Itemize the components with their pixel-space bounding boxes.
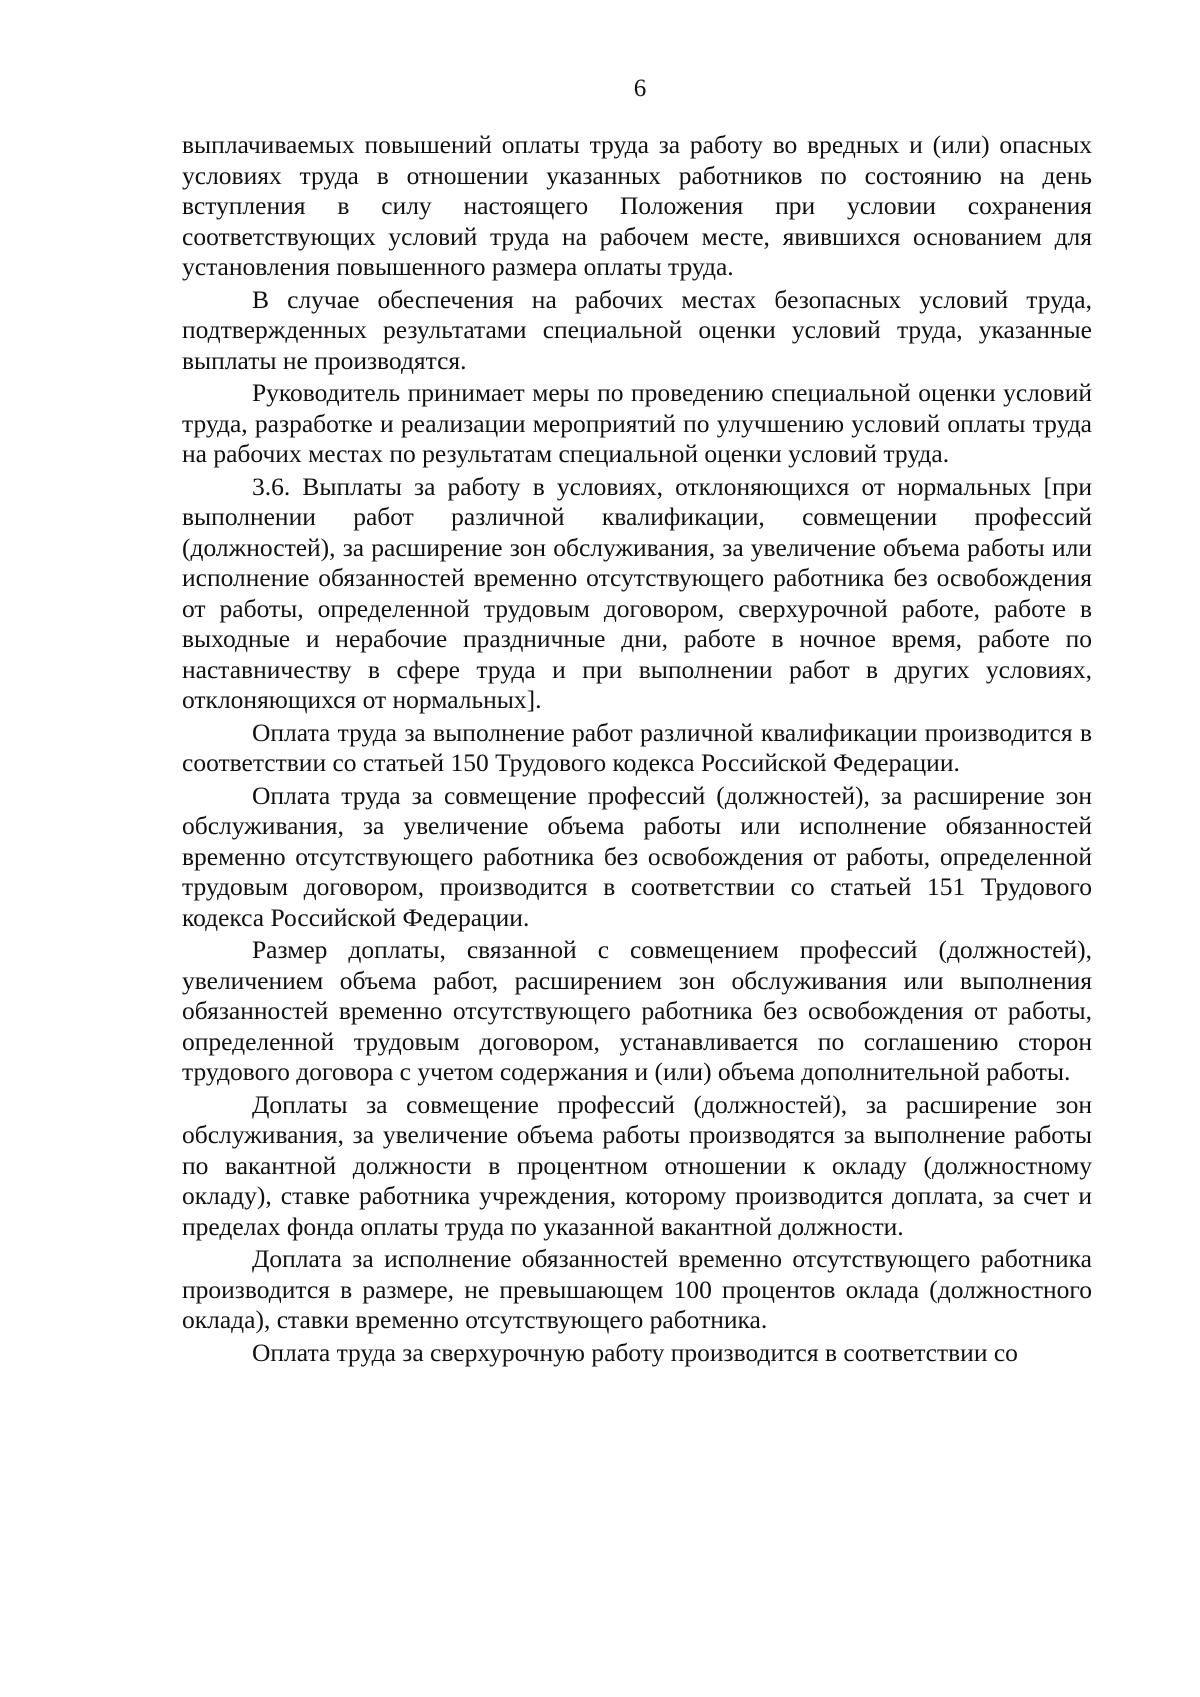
paragraph-section-3-6: 3.6. Выплаты за работу в условиях, отклоняющихся от нормальных [при выполнении работ различной квалификации, совмещении профессий (должностей), за расширение зон обслуживания, за увеличение объема работы или исполнение обязанностей временно отсутствующего работника без освобождения от работы, определенной трудовым договором, сверхурочной работе, работе в выходные и нерабочие праздничные дни, работе в ночное время, работе по наставничеству в сфере труда и при выполнении работ в других условиях, отклоняющихся от нормальных]. bbox=[182, 471, 1092, 714]
paragraph-vacant-position: Доплаты за совмещение профессий (должностей), за расширение зон обслуживания, за увеличение объема работы производятся за выполнение работы по вакантной должности в процентном отношении к окладу (должностному окладу), ставке работника учреждения, которому производится доплата, за счет и пределах фонда оплаты труда по указанной вакантной должности. bbox=[182, 1089, 1092, 1241]
paragraph-head-measures: Руководитель принимает меры по проведению специальной оценки условий труда, разработке и реализации мероприятий по улучшению условий оплаты труда на рабочих местах по результатам специальной оценки условий труда. bbox=[182, 378, 1092, 468]
page-number: 6 bbox=[633, 75, 647, 102]
paragraph-safe-conditions: В случае обеспечения на рабочих местах безопасных условий труда, подтвержденных результатами специальной оценки условий труда, указанные выплаты не производятся. bbox=[182, 284, 1092, 375]
paragraph-absent-employee: Доплата за исполнение обязанностей временно отсутствующего работника производится в размере, не превышающем 100 процентов оклада (должностного оклада), ставки временно отсутствующего работника. bbox=[182, 1244, 1092, 1334]
paragraph-supplement-size: Размер доплаты, связанной с совмещением профессий (должностей), увеличением объема работ, расширением зон обслуживания или выполнения обязанностей временно отсутствующего работника без освобождения от работы, определенной трудовым договором, устанавливается по соглашению сторон трудового договора с учетом содержания и (или) объема дополнительной работы. bbox=[182, 935, 1092, 1086]
paragraph-continuation: выплачиваемых повышений оплаты труда за работу во вредных и (или) опасных условиях труда в отношении указанных работников по состоянию на день вступления в силу настоящего Положения при условии сохранения соответствующих условий труда на рабочем месте, явившихся основанием для установления повышенного размера оплаты труда. bbox=[182, 130, 1092, 281]
paragraph-overtime: Оплата труда за сверхурочную работу производится в соответствии со bbox=[252, 1337, 1018, 1367]
paragraph-article-150: Оплата труда за выполнение работ различной квалификации производится в соответствии со статьей 150 Трудового кодекса Российской Федерации. bbox=[182, 717, 1092, 777]
paragraph-article-151: Оплата труда за совмещение профессий (должностей), за расширение зон обслуживания, за увеличение объема работы или исполнение обязанностей временно отсутствующего работника без освобождения от работы, определенной трудовым договором, производится в соответствии со статьей 151 Трудового кодекса Российской Федерации. bbox=[182, 780, 1092, 932]
document-body bbox=[182, 130, 1092, 1370]
